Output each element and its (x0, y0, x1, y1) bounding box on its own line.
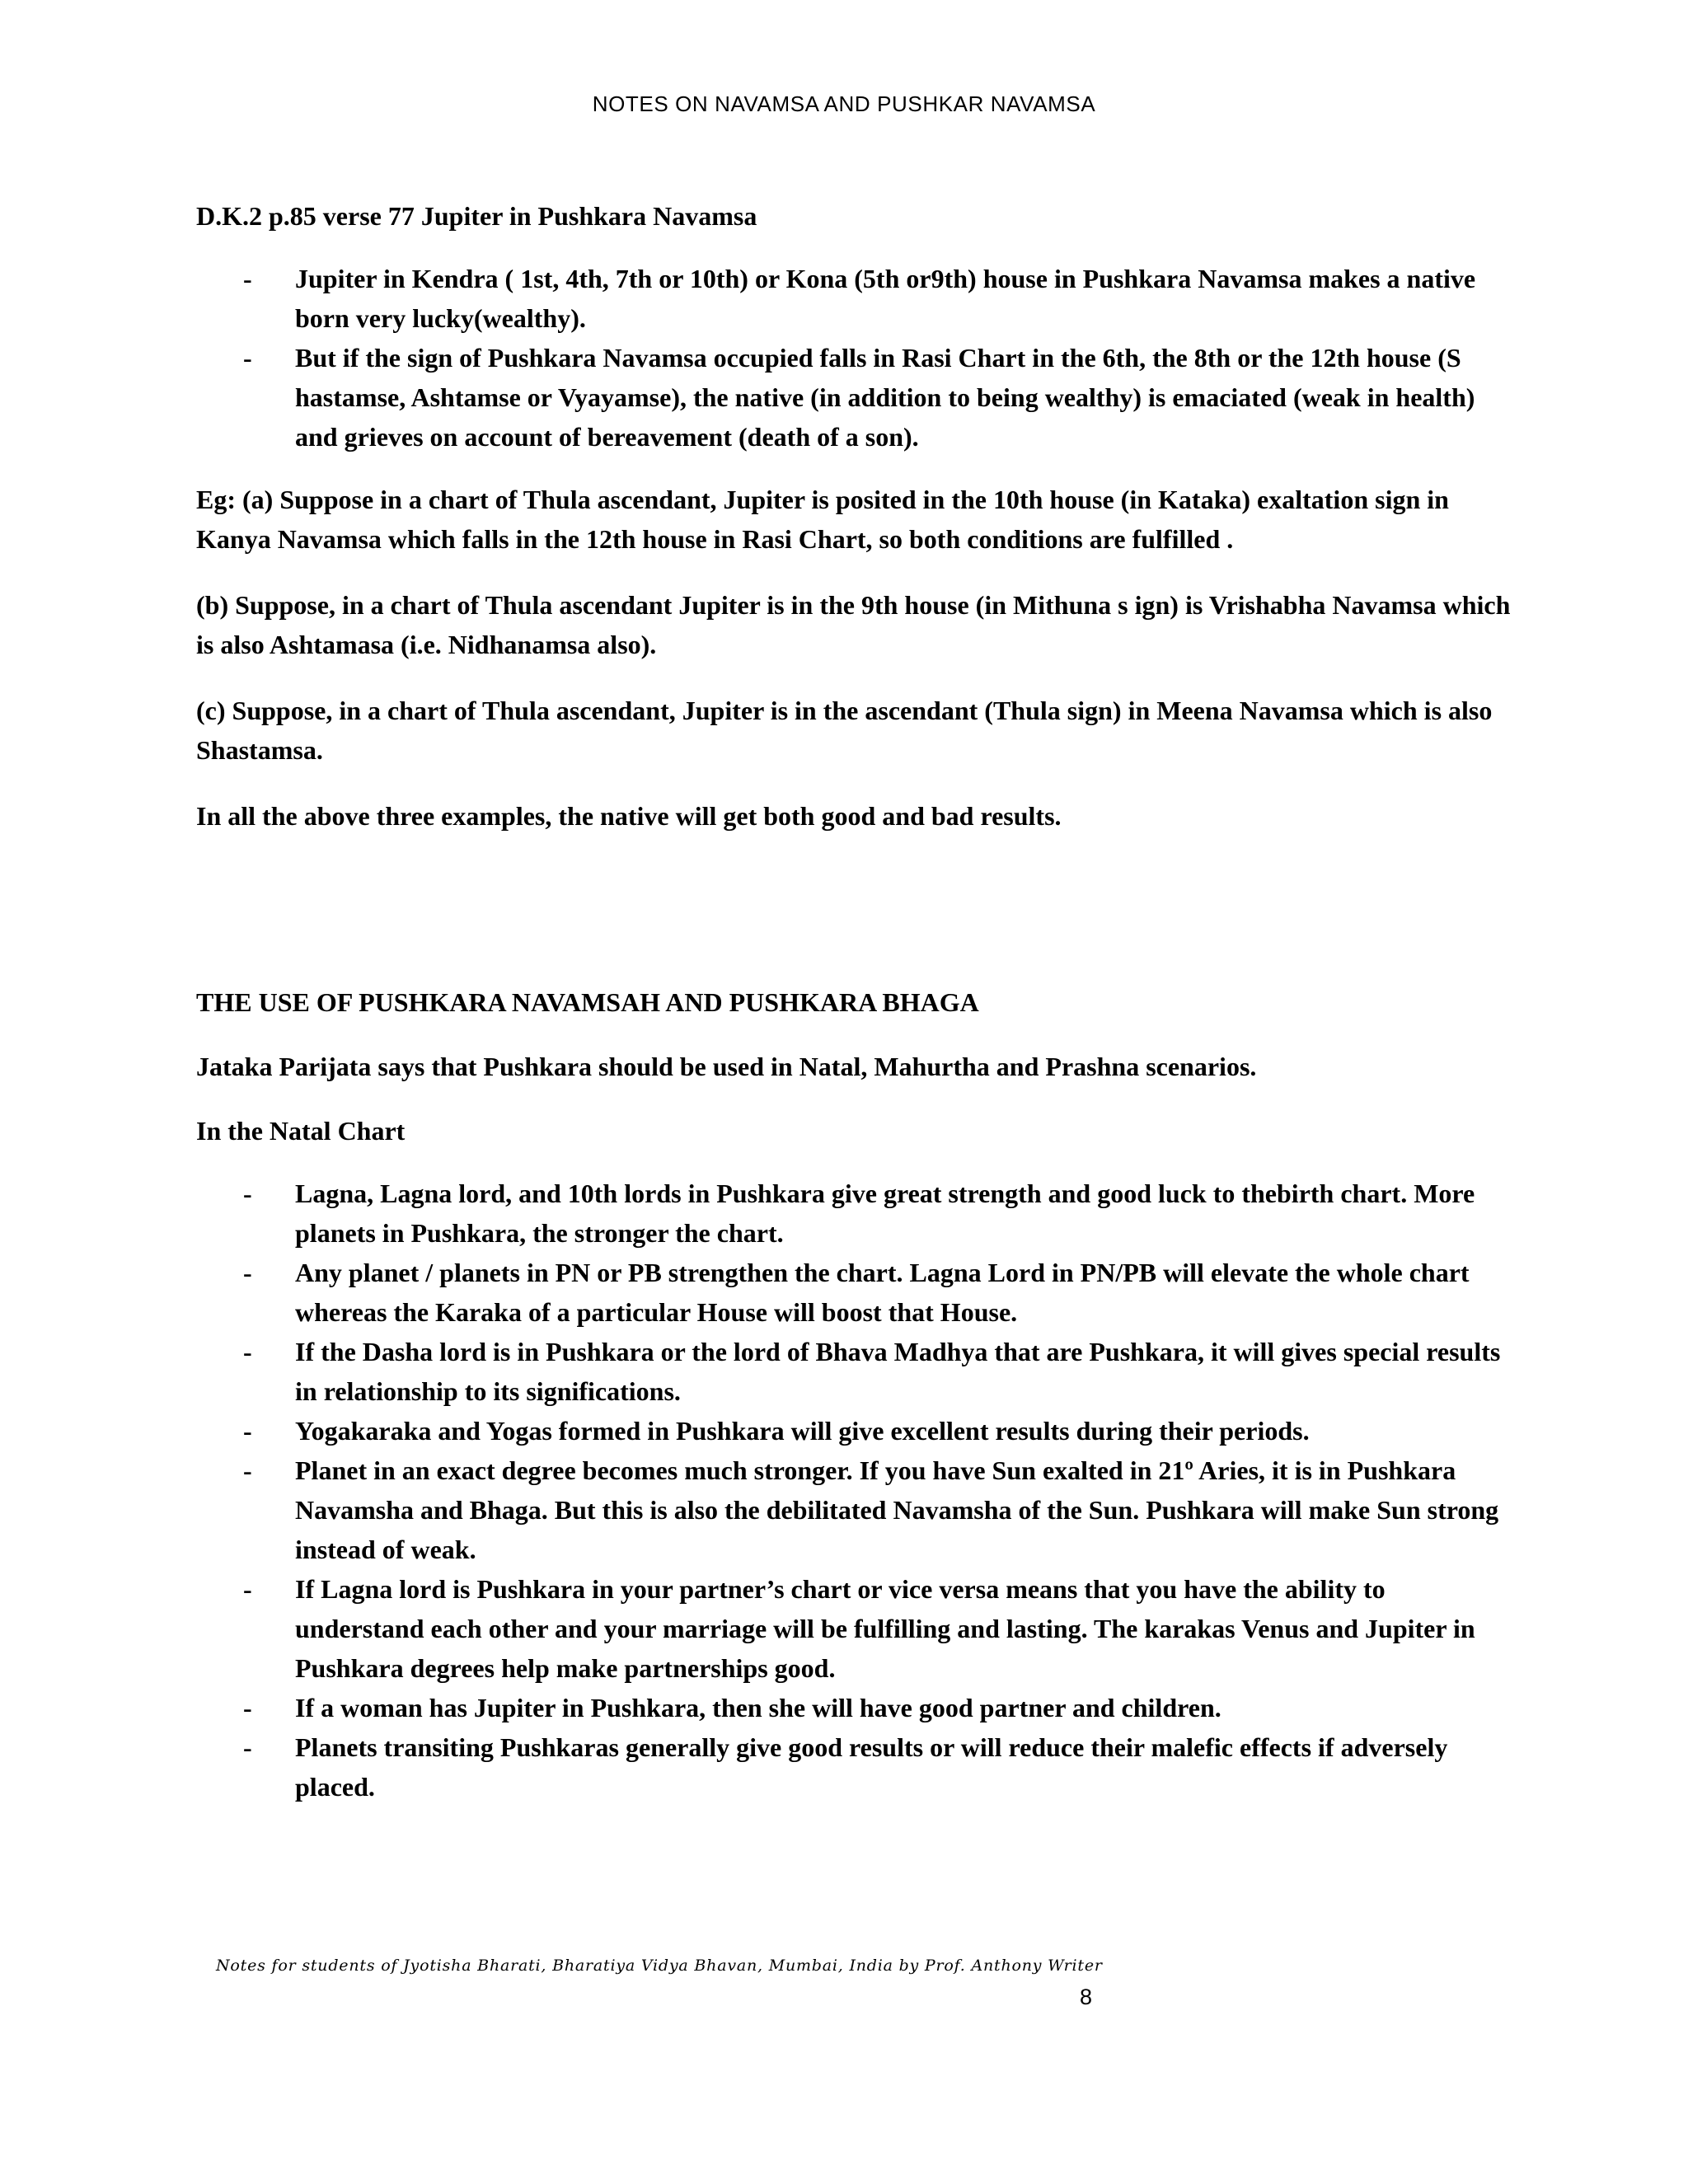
bullet-marker: - (243, 1179, 252, 1208)
page-header: NOTES ON NAVAMSA AND PUSHKAR NAVAMSA (592, 91, 1096, 116)
footer-note: Notes for students of Jyotisha Bharati, Bharatiya Vidya Bhavan, Mumbai, India by Prof. Anthony Writer (216, 1957, 1103, 1975)
bullet-marker: - (243, 264, 252, 293)
list-item (196, 1727, 1515, 1807)
list-item-text: Jupiter in Kendra ( 1st, 4th, 7th or 10th) or Kona (5th or9th) house in Pushkara Navamsa makes a native born very lucky(wealthy). (295, 264, 1476, 333)
jupiter-bullet-list (196, 259, 1515, 457)
list-item (196, 1451, 1515, 1569)
list-item (196, 1332, 1515, 1411)
page-body (196, 196, 1515, 1807)
list-item-text: Lagna, Lagna lord, and 10th lords in Pushkara give great strength and good luck to thebirth chart. More planets in Pushkara, the stronger the chart. (295, 1179, 1475, 1248)
natal-chart-subheading: In the Natal Chart (196, 1116, 406, 1146)
list-item (196, 1688, 1515, 1727)
example-b-paragraph: (b) Suppose, in a chart of Thula ascendant Jupiter is in the 9th house (in Mithuna s ign) is Vrishabha Navamsa which is also Ashtamasa (i.e. Nidhanamsa also). (196, 590, 1511, 659)
list-item (196, 1411, 1515, 1451)
bullet-marker: - (243, 1732, 252, 1762)
example-c-paragraph: (c) Suppose, in a chart of Thula ascendant, Jupiter is in the ascendant (Thula sign) in Meena Navamsa which is also Shastamsa. (196, 696, 1493, 765)
list-item-text: Yogakaraka and Yogas formed in Pushkara will give excellent results during their periods. (295, 1416, 1310, 1446)
list-item (196, 1569, 1515, 1688)
bullet-marker: - (243, 1574, 252, 1604)
conclusion-paragraph: In all the above three examples, the native will get both good and bad results. (196, 801, 1062, 831)
section-heading: THE USE OF PUSHKARA NAVAMSAH AND PUSHKARA BHAGA (196, 987, 979, 1017)
bullet-marker: - (243, 1416, 252, 1446)
page-number: 8 (1080, 1985, 1093, 2009)
list-item-text: But if the sign of Pushkara Navamsa occupied falls in Rasi Chart in the 6th, the 8th or the 12th house (S hastamse, Ashtamse or Vyayamse), the native (in addition to being wealthy) is emaciated (weak in health) and grieves on account of bereavement (death of a son). (295, 343, 1475, 452)
bullet-marker: - (243, 1258, 252, 1287)
list-item-text: Planet in an exact degree becomes much stronger. If you have Sun exalted in 21º Aries, it is in Pushkara Navamsha and Bhaga. But this is also the debilitated Navamsha of the Sun. Pushkara will make Sun strong instead of weak. (295, 1455, 1499, 1564)
list-item-text: Planets transiting Pushkaras generally give good results or will reduce their malefic effects if adversely placed. (295, 1732, 1448, 1802)
list-item-text: If the Dasha lord is in Pushkara or the lord of Bhava Madhya that are Pushkara, it will gives special results in relationship to its significations. (295, 1337, 1501, 1406)
list-item (196, 1253, 1515, 1332)
bullet-marker: - (243, 1455, 252, 1485)
list-item (196, 259, 1515, 338)
example-a-paragraph: Eg: (a) Suppose in a chart of Thula ascendant, Jupiter is posited in the 10th house (in Kataka) exaltation sign in Kanya Navamsa which falls in the 12th house in Rasi Chart, so both conditions are fulfilled . (196, 485, 1449, 554)
bullet-marker: - (243, 1693, 252, 1722)
bullet-marker: - (243, 1337, 252, 1366)
list-item-text: Any planet / planets in PN or PB strengthen the chart. Lagna Lord in PN/PB will elevate the whole chart whereas the Karaka of a particular House will boost that House. (295, 1258, 1470, 1327)
list-item-text: If Lagna lord is Pushkara in your partner’s chart or vice versa means that you have the ability to understand each other and your marriage will be fulfilling and lasting. The karakas Venus and Jupiter in Pushkara degrees help make partnerships good. (295, 1574, 1475, 1683)
section-title: D.K.2 p.85 verse 77 Jupiter in Pushkara Navamsa (196, 201, 757, 231)
list-item (196, 338, 1515, 457)
list-item-text: If a woman has Jupiter in Pushkara, then she will have good partner and children. (295, 1693, 1221, 1722)
intro-paragraph: Jataka Parijata says that Pushkara should be used in Natal, Mahurtha and Prashna scenarios. (196, 1052, 1257, 1081)
bullet-marker: - (243, 343, 252, 373)
natal-bullet-list (196, 1174, 1515, 1807)
list-item (196, 1174, 1515, 1253)
